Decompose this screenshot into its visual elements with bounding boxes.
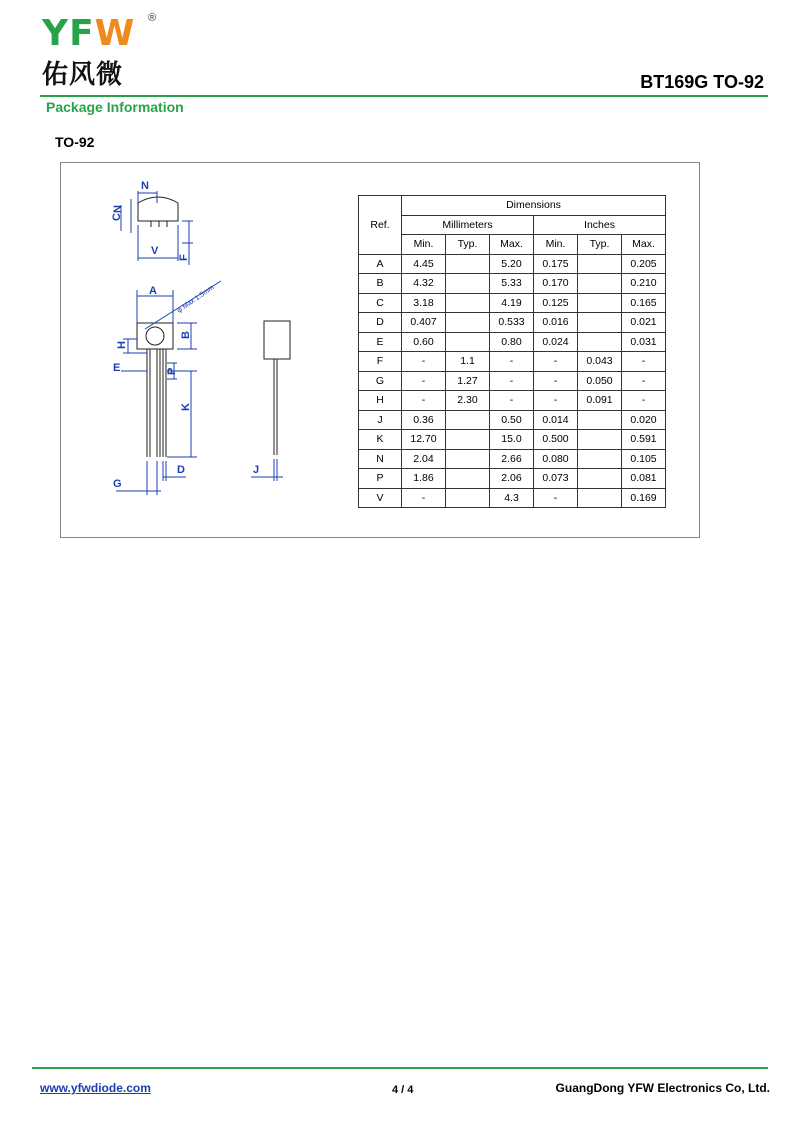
- table-cell-ref: D: [359, 313, 402, 333]
- table-cell: 3.18: [402, 293, 446, 313]
- table-cell: 4.32: [402, 274, 446, 294]
- table-row: [359, 391, 666, 411]
- header-divider: [40, 95, 768, 97]
- table-cell-ref: J: [359, 410, 402, 430]
- table-cell: -: [622, 371, 666, 391]
- table-cell: [578, 469, 622, 489]
- header-mm-max: Max.: [490, 235, 534, 255]
- table-cell: 0.169: [622, 488, 666, 508]
- table-cell: 0.024: [534, 332, 578, 352]
- table-cell-ref: F: [359, 352, 402, 372]
- table-cell: [578, 449, 622, 469]
- table-cell: 0.591: [622, 430, 666, 450]
- header-in-min: Min.: [534, 235, 578, 255]
- table-cell-ref: E: [359, 332, 402, 352]
- table-cell: 0.105: [622, 449, 666, 469]
- table-cell-ref: B: [359, 274, 402, 294]
- table-cell: -: [534, 371, 578, 391]
- table-cell: 0.175: [534, 254, 578, 274]
- table-cell: [446, 254, 490, 274]
- dimensions-table: [358, 195, 666, 508]
- table-cell: 0.016: [534, 313, 578, 333]
- table-cell: 12.70: [402, 430, 446, 450]
- company-name: GuangDong YFW Electronics Co, Ltd.: [555, 1081, 770, 1095]
- dim-label-a: A: [149, 285, 157, 297]
- table-cell: 0.407: [402, 313, 446, 333]
- table-cell: [578, 274, 622, 294]
- table-row: [359, 274, 666, 294]
- table-cell: 15.0: [490, 430, 534, 450]
- table-cell-ref: P: [359, 469, 402, 489]
- table-cell: -: [402, 488, 446, 508]
- table-cell: 1.27: [446, 371, 490, 391]
- table-cell: 4.3: [490, 488, 534, 508]
- dim-label-n: N: [141, 180, 149, 192]
- table-cell-ref: G: [359, 371, 402, 391]
- dim-label-n-side: N: [112, 205, 124, 213]
- table-cell: [446, 430, 490, 450]
- website-link[interactable]: www.yfwdiode.com: [40, 1081, 151, 1095]
- table-cell: 0.205: [622, 254, 666, 274]
- table-cell: 0.073: [534, 469, 578, 489]
- table-row: [359, 469, 666, 489]
- table-row: [359, 430, 666, 450]
- table-header-row-3: [359, 235, 666, 255]
- table-cell: [578, 293, 622, 313]
- dim-label-d: D: [177, 464, 185, 476]
- table-cell: [578, 488, 622, 508]
- table-cell: 0.031: [622, 332, 666, 352]
- table-cell: -: [490, 391, 534, 411]
- table-cell: 0.210: [622, 274, 666, 294]
- table-cell: [578, 313, 622, 333]
- table-row: [359, 332, 666, 352]
- table-cell: [446, 410, 490, 430]
- table-row: [359, 488, 666, 508]
- table-row: [359, 371, 666, 391]
- table-cell: [578, 254, 622, 274]
- table-cell: -: [534, 391, 578, 411]
- table-cell: [446, 293, 490, 313]
- table-cell: 0.80: [490, 332, 534, 352]
- header-mm-typ: Typ.: [446, 235, 490, 255]
- table-cell: 0.020: [622, 410, 666, 430]
- table-cell: 0.36: [402, 410, 446, 430]
- table-cell: [446, 274, 490, 294]
- header-millimeters: Millimeters: [402, 215, 534, 235]
- table-cell: 5.33: [490, 274, 534, 294]
- table-row: [359, 410, 666, 430]
- table-cell: 0.081: [622, 469, 666, 489]
- header-dimensions: Dimensions: [402, 196, 666, 216]
- dim-label-e: E: [113, 362, 121, 374]
- table-cell: 0.50: [490, 410, 534, 430]
- table-row: [359, 449, 666, 469]
- table-cell-ref: V: [359, 488, 402, 508]
- dim-label-g: G: [113, 478, 122, 490]
- table-cell: -: [622, 352, 666, 372]
- table-cell: 0.043: [578, 352, 622, 372]
- package-outline-drawing: [61, 163, 357, 539]
- dim-label-c: C: [111, 213, 123, 221]
- table-header-row-2: [359, 215, 666, 235]
- table-cell: -: [402, 352, 446, 372]
- table-cell: [578, 430, 622, 450]
- table-cell-ref: H: [359, 391, 402, 411]
- header-mm-min: Min.: [402, 235, 446, 255]
- package-label: TO-92: [55, 134, 95, 150]
- table-cell: 0.165: [622, 293, 666, 313]
- table-cell: 4.45: [402, 254, 446, 274]
- table-cell: [578, 332, 622, 352]
- header-ref: Ref.: [359, 196, 402, 255]
- table-cell: -: [490, 352, 534, 372]
- table-cell: 0.091: [578, 391, 622, 411]
- table-row: [359, 313, 666, 333]
- header-in-typ: Typ.: [578, 235, 622, 255]
- table-cell: 0.080: [534, 449, 578, 469]
- table-cell: 0.170: [534, 274, 578, 294]
- table-header-row-1: [359, 196, 666, 216]
- dim-label-h: H: [116, 341, 128, 349]
- package-drawing-frame: [60, 162, 700, 538]
- table-cell: 4.19: [490, 293, 534, 313]
- table-cell: [446, 469, 490, 489]
- registered-mark: ®: [148, 12, 157, 24]
- dim-label-p: P: [166, 367, 178, 375]
- table-cell: 1.1: [446, 352, 490, 372]
- table-cell-ref: N: [359, 449, 402, 469]
- dim-label-k: K: [180, 403, 192, 411]
- table-cell: 1.86: [402, 469, 446, 489]
- table-cell: 2.66: [490, 449, 534, 469]
- table-cell: -: [534, 352, 578, 372]
- dim-label-v: V: [151, 245, 159, 257]
- table-row: [359, 293, 666, 313]
- table-cell: -: [402, 391, 446, 411]
- dim-label-phi: φ Max 1.5mm: [176, 284, 216, 315]
- table-cell: 2.04: [402, 449, 446, 469]
- dimensions-table-body: [359, 254, 666, 508]
- table-cell: 0.021: [622, 313, 666, 333]
- table-row: [359, 254, 666, 274]
- dim-label-b: B: [180, 331, 192, 339]
- dim-label-f: F: [178, 254, 190, 261]
- table-cell: 2.06: [490, 469, 534, 489]
- table-cell: 0.533: [490, 313, 534, 333]
- table-cell: [446, 332, 490, 352]
- logo-latin-text: YFW: [42, 13, 136, 54]
- page-number: 4 / 4: [392, 1084, 414, 1096]
- table-row: [359, 352, 666, 372]
- section-title: Package Information: [46, 99, 184, 115]
- logo-chinese-text: 佑风微: [42, 60, 124, 90]
- table-cell: 0.014: [534, 410, 578, 430]
- table-cell: 0.125: [534, 293, 578, 313]
- table-cell: 0.050: [578, 371, 622, 391]
- table-cell: 2.30: [446, 391, 490, 411]
- table-cell-ref: A: [359, 254, 402, 274]
- table-cell-ref: C: [359, 293, 402, 313]
- footer-divider: [32, 1067, 768, 1069]
- table-cell: 0.500: [534, 430, 578, 450]
- dim-label-j: J: [253, 464, 260, 476]
- table-cell: -: [402, 371, 446, 391]
- header-in-max: Max.: [622, 235, 666, 255]
- table-cell: 5.20: [490, 254, 534, 274]
- table-cell: [578, 410, 622, 430]
- table-cell: -: [622, 391, 666, 411]
- header-inches: Inches: [534, 215, 666, 235]
- table-cell-ref: K: [359, 430, 402, 450]
- table-cell: [446, 488, 490, 508]
- company-logo: [42, 14, 172, 94]
- table-cell: -: [490, 371, 534, 391]
- document-title: BT169G TO-92: [640, 72, 764, 92]
- table-cell: [446, 449, 490, 469]
- table-cell: [446, 313, 490, 333]
- table-cell: 0.60: [402, 332, 446, 352]
- table-cell: -: [534, 488, 578, 508]
